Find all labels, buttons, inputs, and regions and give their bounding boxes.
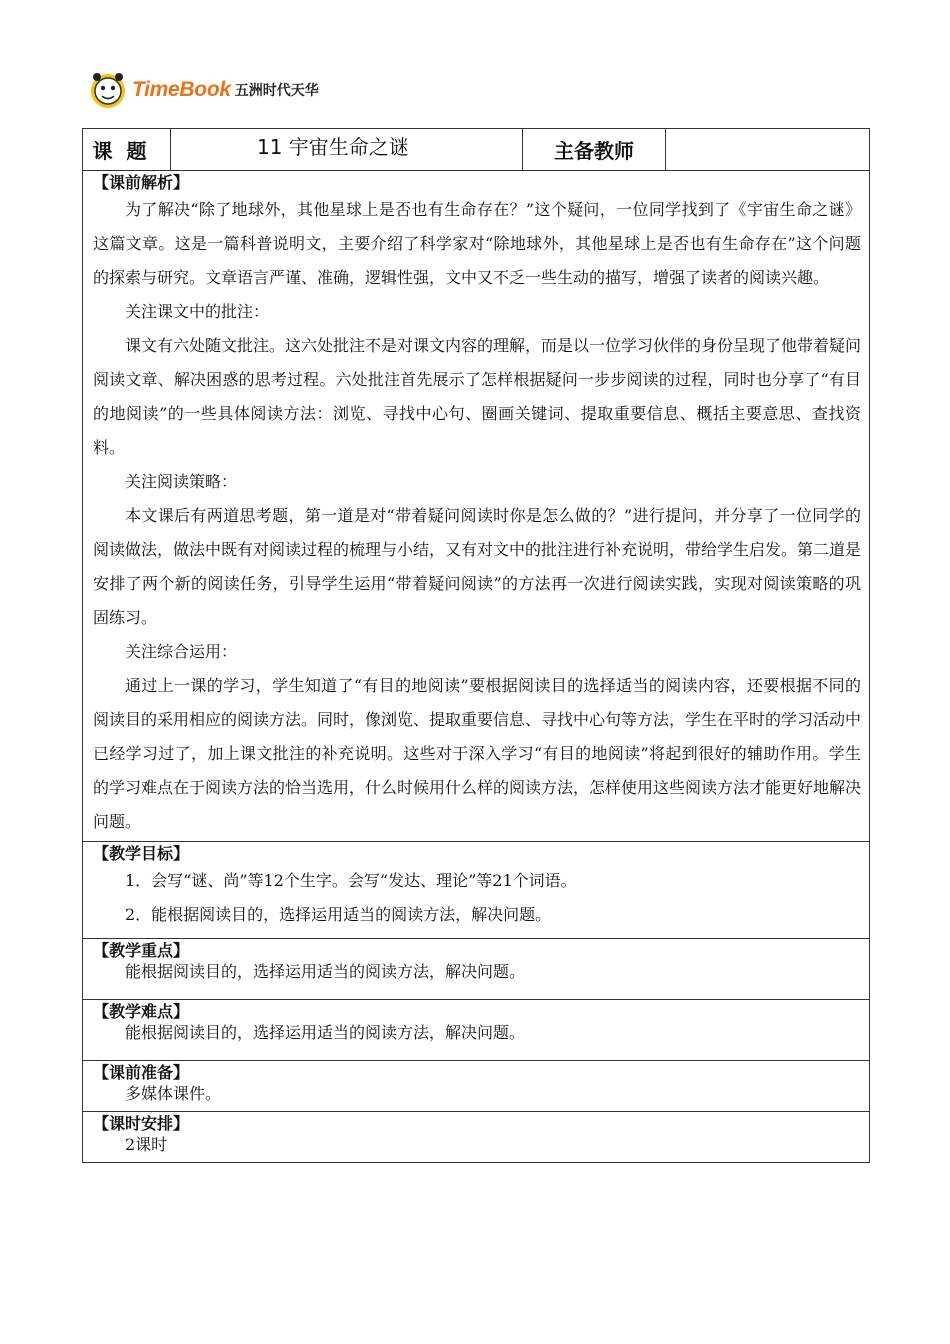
analysis-subheading: 关注综合运用： (125, 642, 238, 661)
lesson-plan-table (82, 128, 870, 1163)
goals-row (83, 842, 870, 939)
preparation-text: 多媒体课件。 (125, 1084, 222, 1103)
teacher-label: 主备教师 (523, 129, 666, 171)
preparation-row (83, 1061, 870, 1112)
difficulties-title: 【教学难点】 (93, 1002, 190, 1021)
logo-brand-text: TimeBook (132, 78, 231, 101)
difficulties-text: 能根据阅读目的，选择运用适当的阅读方法，解决问题。 (125, 1023, 526, 1042)
analysis-paragraph: 为了解决“除了地球外，其他星球上是否也有生命存在？”这个疑问，一位同学找到了《宇宙生命之谜》这篇文章。这是一篇科普说明文，主要介绍了科学家对“除地球外，其他星球上是否也有生命存在”这个问题的探索与研究。文章语言严谨、准确，逻辑性强，文中又不乏一些生动的描写，增强了读者的阅读兴趣。 (93, 200, 861, 287)
analysis-paragraph: 本文课后有两道思考题，第一道是对“带着疑问阅读时你是怎么做的？”进行提问，并分享了一位同学的阅读做法，做法中既有对阅读过程的梳理与小结，又有对文中的批注进行补充说明，带给学生启发。第二道是安排了两个新的阅读任务，引导学生运用“带着疑问阅读”的方法再一次进行阅读实践，实现对阅读策略的巩固练习。 (93, 506, 862, 627)
header-row (83, 129, 870, 171)
analysis-paragraph: 课文有六处随文批注。这六处批注不是对课文内容的理解，而是以一位学习伙伴的身份呈现了他带着疑问阅读文章、解决困惑的思考过程。六处批注首先展示了怎样根据疑问一步步阅读的过程，同时也分享了“有目的地阅读”的一些具体阅读方法：浏览、寻找中心句、圈画关键词、提取重要信息、概括主要意思、查找资料。 (93, 336, 862, 457)
analysis-subheading: 关注课文中的批注： (125, 302, 270, 321)
preparation-title: 【课前准备】 (93, 1063, 190, 1082)
analysis-subheading: 关注阅读策略： (125, 472, 238, 491)
goal-item: 2．能根据阅读目的，选择运用适当的阅读方法，解决问题。 (125, 905, 552, 924)
key-points-row (83, 939, 870, 1000)
topic-label: 课题 (83, 129, 171, 171)
timebook-mascot-icon (88, 70, 128, 110)
key-points-text: 能根据阅读目的，选择运用适当的阅读方法，解决问题。 (125, 962, 526, 981)
teacher-value (666, 129, 870, 171)
lesson-title: 11 宇宙生命之谜 (171, 129, 523, 171)
key-points-title: 【教学重点】 (93, 941, 190, 960)
timebook-logo (88, 68, 319, 112)
analysis-paragraph: 通过上一课的学习，学生知道了“有目的地阅读”要根据阅读目的选择适当的阅读内容，还要根据不同的阅读目的采用相应的阅读方法。同时，像浏览、提取重要信息、寻找中心句等方法，学生在平时的学习活动中已经学习过了，加上课文批注的补充说明。这些对于深入学习“有目的地阅读”将起到很好的辅助作用。学生的学习难点在于阅读方法的恰当选用，什么时候用什么样的阅读方法，怎样使用这些阅读方法才能更好地解决问题。 (93, 676, 862, 831)
analysis-title: 【课前解析】 (93, 173, 190, 192)
analysis-row (83, 171, 870, 842)
logo-company-text: 五洲时代天华 (234, 83, 319, 99)
schedule-text: 2课时 (125, 1135, 168, 1154)
schedule-title: 【课时安排】 (93, 1114, 190, 1133)
difficulties-row (83, 1000, 870, 1061)
schedule-row (83, 1112, 870, 1163)
goals-title: 【教学目标】 (93, 844, 190, 863)
goal-item: 1．会写“谜、尚”等12个生字。会写“发达、理论”等21个词语。 (125, 871, 577, 890)
